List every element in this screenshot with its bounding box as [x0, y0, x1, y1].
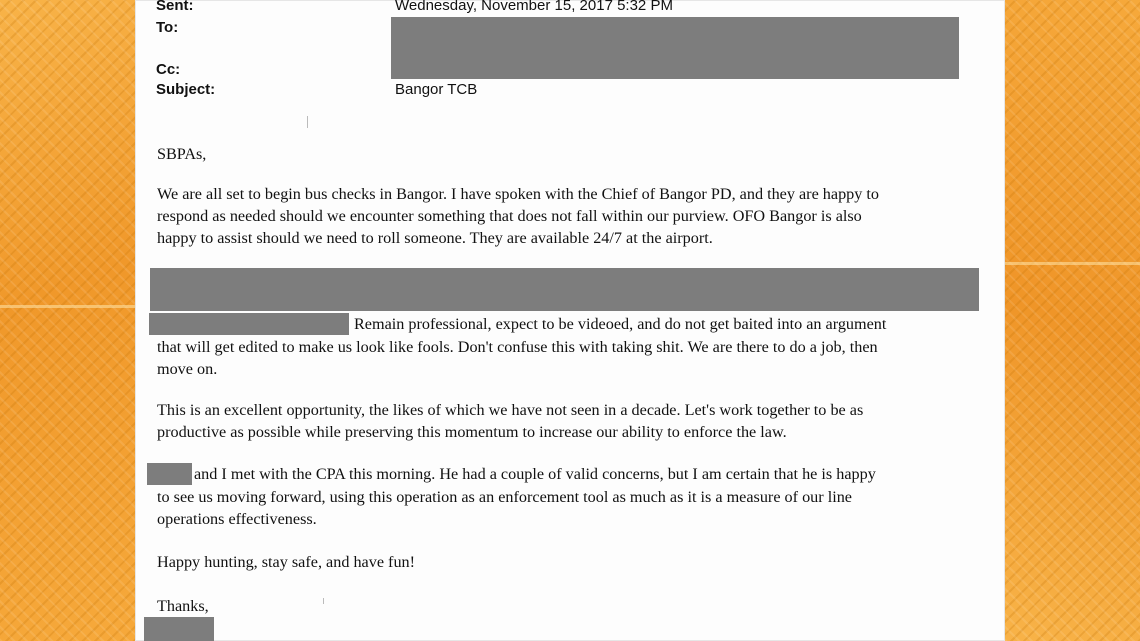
para1-line2: respond as needed should we encounter something that does not fall within our purview. OFO Bangor is also	[157, 207, 862, 225]
para4-line3: operations effectiveness.	[157, 510, 317, 528]
left-light-band	[0, 305, 135, 308]
redacted-phrase	[149, 313, 349, 335]
subject-value: Bangor TCB	[395, 81, 478, 98]
greeting: SBPAs,	[157, 145, 207, 163]
para2-line1: Remain professional, expect to be videoed, and do not get baited into an argument	[354, 315, 887, 333]
scan-speck	[323, 598, 324, 604]
para3-line1: This is an excellent opportunity, the likes of which we have not seen in a decade. Let's work together to be as	[157, 401, 864, 419]
redacted-signature	[144, 617, 214, 641]
recipients-redaction	[391, 17, 959, 79]
to-label: To:	[156, 19, 179, 36]
para3-line2: productive as possible while preserving this momentum to increase our ability to enforce the law.	[157, 423, 787, 441]
right-orange-background	[1005, 0, 1140, 641]
para2-line2: that will get edited to make us look like fools. Don't confuse this with taking shit. We are there to do a job, then	[157, 338, 878, 356]
email-document	[135, 0, 1005, 641]
sent-label: Sent:	[156, 0, 194, 14]
right-light-band	[1005, 262, 1140, 265]
para2-line3: move on.	[157, 360, 218, 378]
para4-line1: and I met with the CPA this morning. He had a couple of valid concerns, but I am certain that he is happy	[194, 465, 876, 483]
left-orange-background	[0, 0, 135, 641]
sent-value: Wednesday, November 15, 2017 5:32 PM	[395, 0, 673, 14]
subject-label: Subject:	[156, 81, 216, 98]
redacted-name	[147, 463, 192, 485]
para4-line2: to see us moving forward, using this operation as an enforcement tool as much as it is a measure of our line	[157, 488, 852, 506]
para1-line3: happy to assist should we need to roll someone. They are available 24/7 at the airport.	[157, 229, 713, 247]
cc-label: Cc:	[156, 61, 181, 78]
scan-speck	[307, 116, 308, 128]
para1-line1: We are all set to begin bus checks in Bangor. I have spoken with the Chief of Bangor PD, and they are happy to	[157, 185, 880, 203]
redacted-line	[150, 268, 979, 311]
thanks-line: Thanks,	[157, 597, 209, 615]
closing-line: Happy hunting, stay safe, and have fun!	[157, 553, 416, 571]
